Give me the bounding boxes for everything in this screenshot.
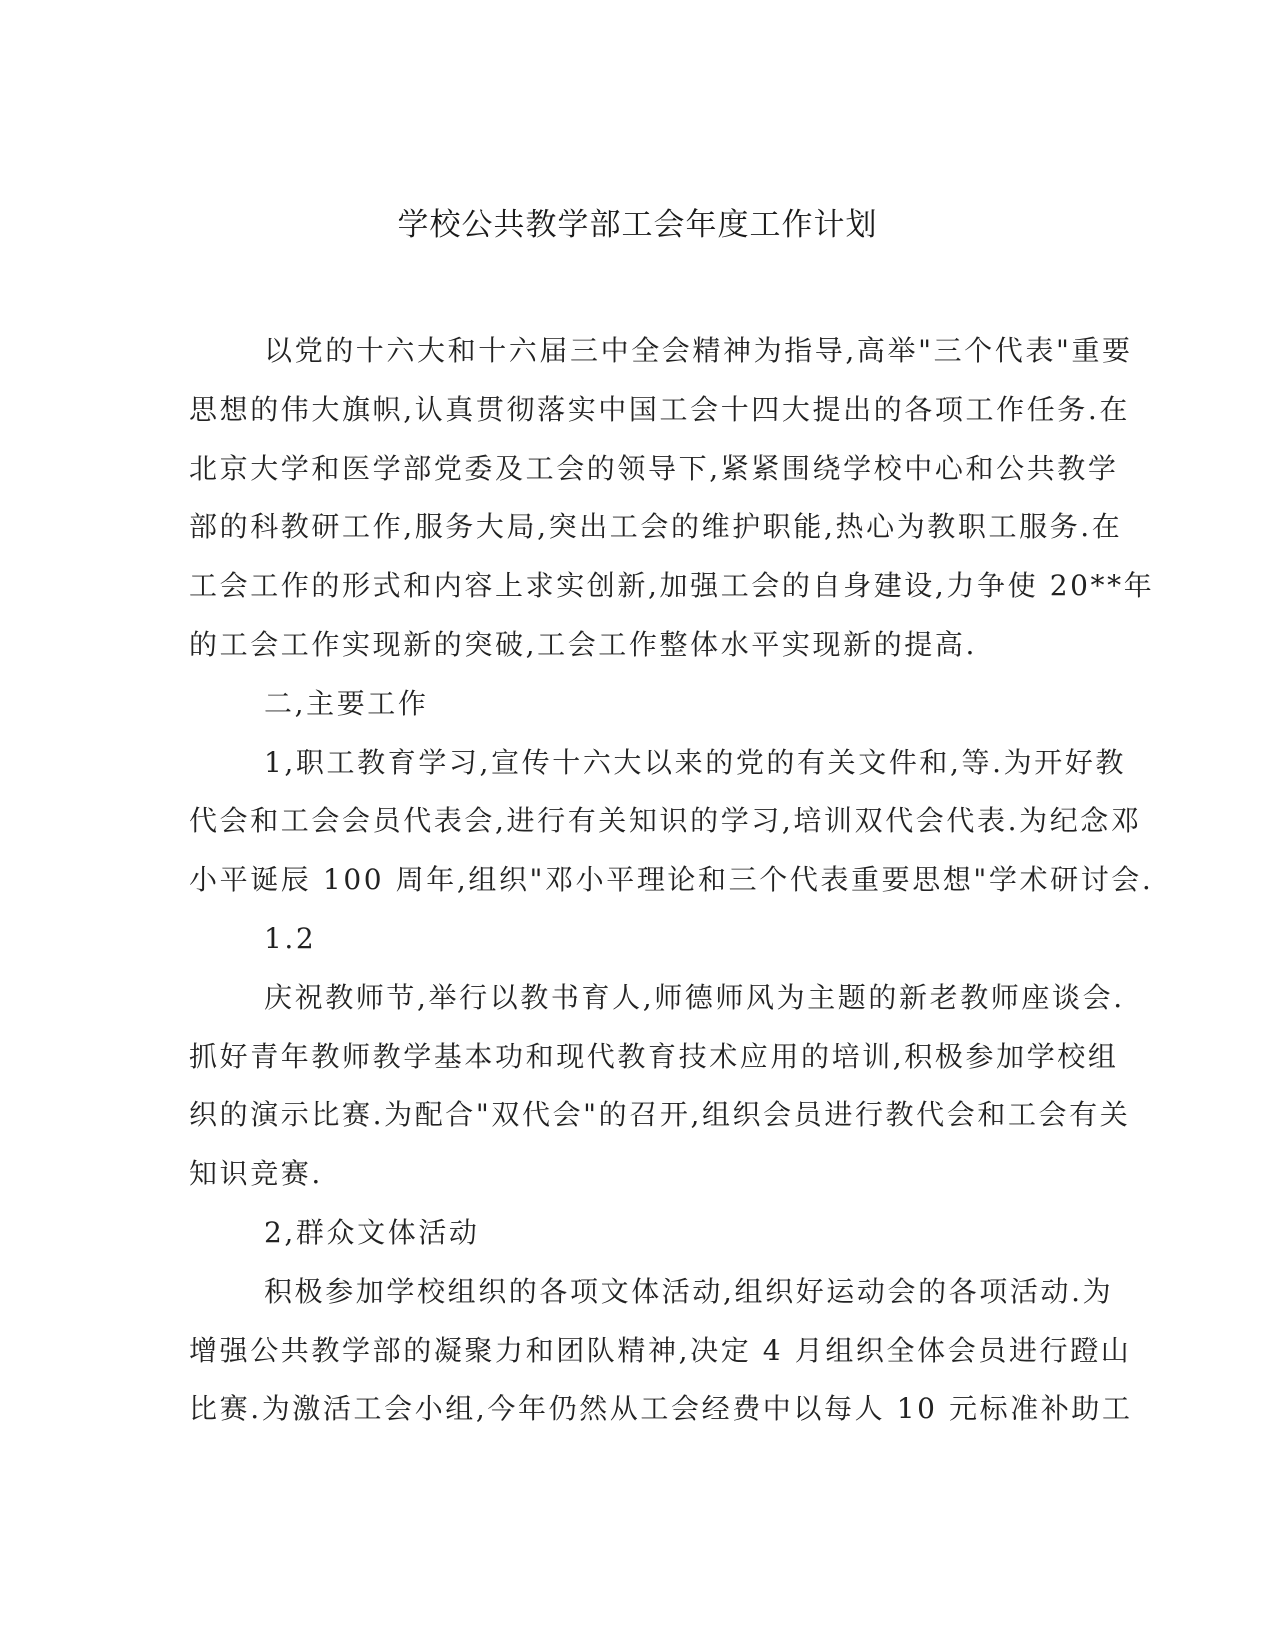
body-line: 工会工作的形式和内容上求实创新,加强工会的自身建设,力争使 20**年 xyxy=(189,569,1155,603)
section-heading: 2,群众文体活动 xyxy=(264,1215,480,1249)
body-line: 积极参加学校组织的各项文体活动,组织好运动会的各项活动.为 xyxy=(264,1274,1114,1308)
section-heading: 二,主要工作 xyxy=(264,686,429,720)
body-line: 北京大学和医学部党委及工会的领导下,紧紧围绕学校中心和公共教学 xyxy=(189,451,1119,485)
body-line: 代会和工会会员代表会,进行有关知识的学习,培训双代会代表.为纪念邓 xyxy=(189,804,1142,838)
document-title: 学校公共教学部工会年度工作计划 xyxy=(397,207,878,243)
body-line: 思想的伟大旗帜,认真贯彻落实中国工会十四大提出的各项工作任务.在 xyxy=(189,392,1131,426)
document-body xyxy=(189,322,1155,1439)
body-line: 织的演示比赛.为配合"双代会"的召开,组织会员进行教代会和工会有关 xyxy=(189,1098,1131,1132)
body-line: 1,职工教育学习,宣传十六大以来的党的有关文件和,等.为开好教 xyxy=(264,745,1127,779)
body-line: 比赛.为激活工会小组,今年仍然从工会经费中以每人 10 元标准补助工 xyxy=(189,1392,1133,1426)
body-line: 小平诞辰 100 周年,组织"邓小平理论和三个代表重要思想"学术研讨会. xyxy=(189,863,1154,897)
body-line: 知识竞赛. xyxy=(189,1157,323,1191)
body-line: 增强公共教学部的凝聚力和团队精神,决定 4 月组织全体会员进行蹬山 xyxy=(189,1333,1132,1367)
section-number: 1.2 xyxy=(264,921,317,955)
body-line: 的工会工作实现新的突破,工会工作整体水平实现新的提高. xyxy=(189,627,978,661)
body-line: 部的科教研工作,服务大局,突出工会的维护职能,热心为教职工服务.在 xyxy=(189,510,1123,544)
body-line: 以党的十六大和十六届三中全会精神为指导,高举"三个代表"重要 xyxy=(264,334,1133,367)
body-line: 庆祝教师节,举行以教书育人,师德师风为主题的新老教师座谈会. xyxy=(264,980,1125,1014)
body-line: 抓好青年教师教学基本功和现代教育技术应用的培训,积极参加学校组 xyxy=(189,1039,1119,1073)
